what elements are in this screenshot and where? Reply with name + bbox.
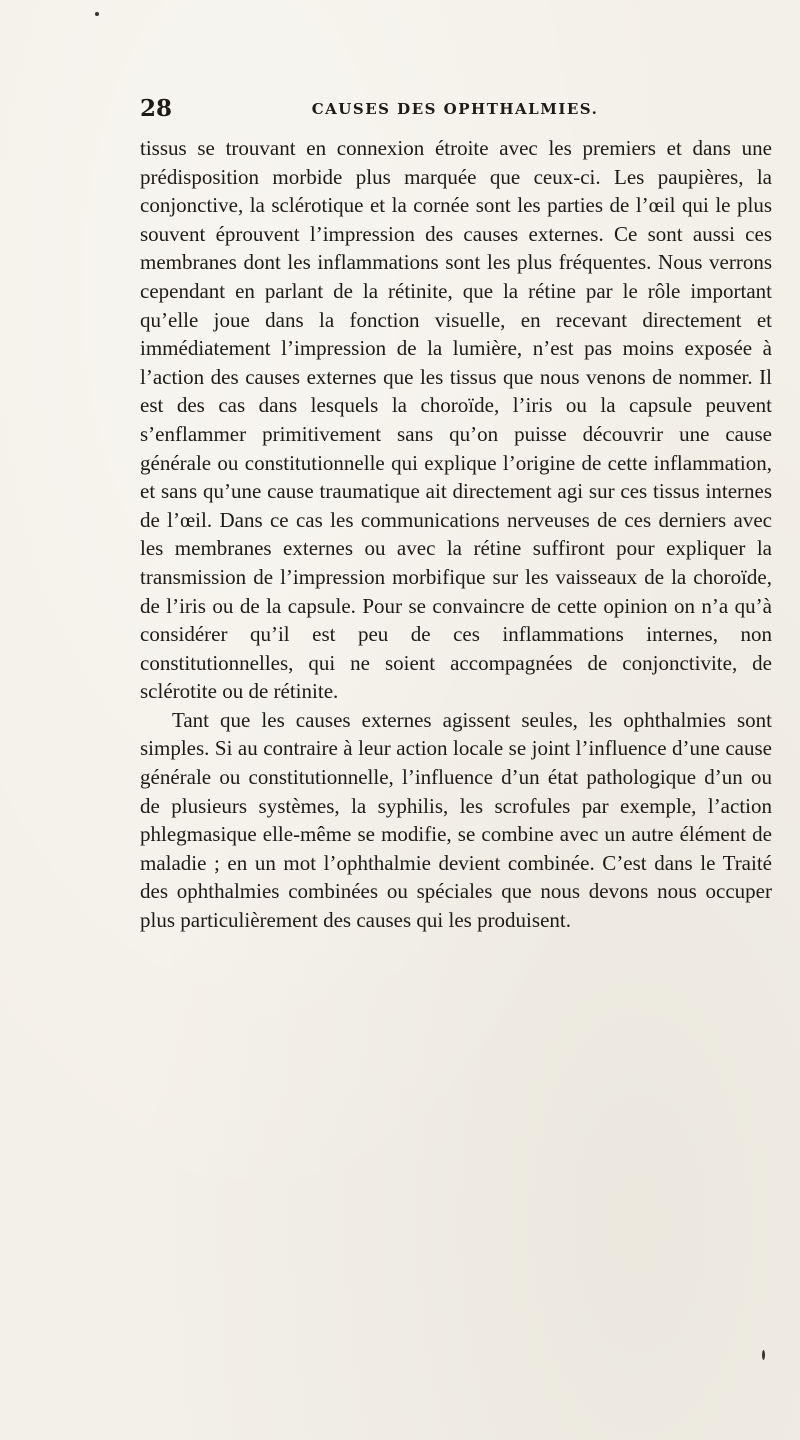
paragraph-1: tissus se trouvant en connexion étroite avec les premiers et dans une prédisposition morbide plus marquée que ceux-ci. Les paupières, la conjonctive, la sclérotique et la cornée sont les parties de l’œil qui le plus souvent éprouvent l’impression des causes externes. Ce sont aussi ces membranes dont les inflammations sont les plus fréquentes. Nous verrons cependant en parlant de la rétinite, que la rétine par le rôle important qu’elle joue dans la fonction visuelle, en recevant directement et immédiatement l’impression de la lumière, n’est pas moins exposée à l’action des causes externes que les tissus que nous venons de nommer. Il est des cas dans lesquels la choroïde, l’iris ou la capsule peuvent s’enflammer primitivement sans qu’on puisse découvrir une cause générale ou constitutionnelle qui explique l’origine de cette inflammation, et sans qu’une cause traumatique ait directement agi sur ces tissus internes de l’œil. Dans ce cas les communications nerveuses de ces derniers avec les membranes externes ou avec la rétine suffiront pour expliquer la transmission de l’impression morbifique sur les vaisseaux de la choroïde, de l’iris ou de la capsule. Pour se convaincre de cette opinion on n’a qu’à considérer qu’il est peu de ces inflammations internes, non constitutionnelles, qui ne soient accompagnées de conjonctivite, de sclérotite ou de rétinite. xyxy=(140,136,772,704)
text-body xyxy=(140,134,772,935)
ink-speck xyxy=(762,1350,765,1360)
page-header xyxy=(140,94,770,124)
ink-speck xyxy=(95,12,99,16)
running-head: CAUSES DES OPHTHALMIES. xyxy=(311,100,599,118)
paragraph-2: Tant que les causes externes agissent seules, les ophthalmies sont simples. Si au contraire à leur action locale se joint l’influence d’une cause générale ou constitutionnelle, l’influence d’un état pathologique d’un ou de plusieurs systèmes, la syphilis, les scrofules par exemple, l’action phlegmasique elle-même se modifie, se combine avec un autre élément de maladie ; en un mot l’ophthalmie devient combinée. C’est dans le Traité des ophthalmies combinées ou spéciales que nous devons nous occuper plus particulièrement des causes qui les produisent. xyxy=(140,707,772,933)
page-number: 28 xyxy=(140,95,173,122)
